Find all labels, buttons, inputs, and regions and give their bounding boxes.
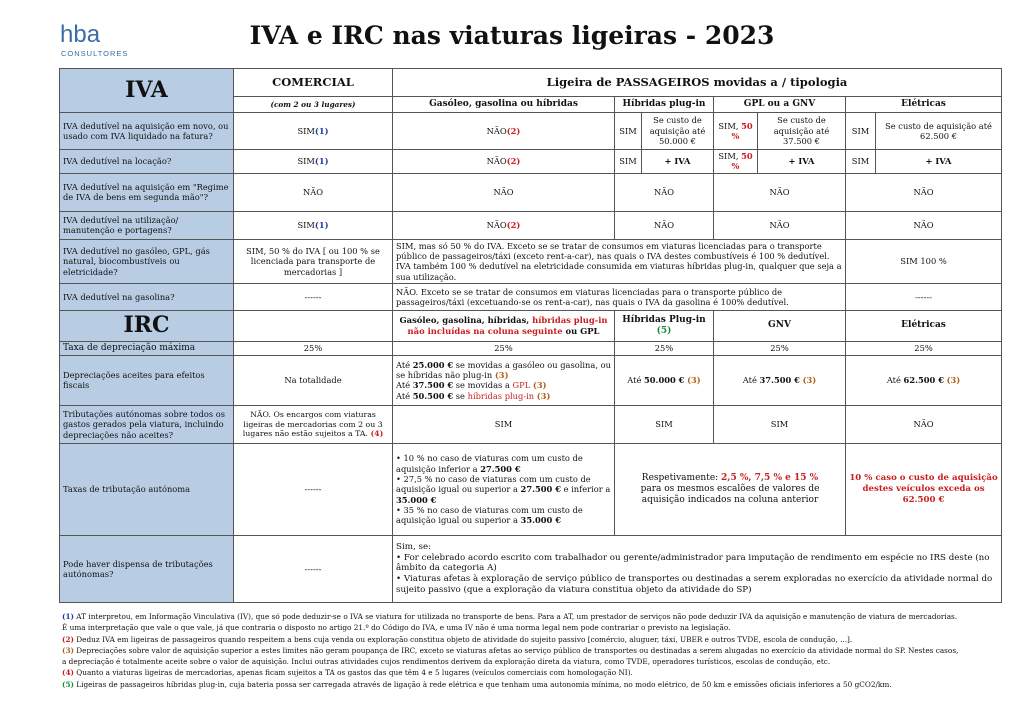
- cell-value: NÃO: [846, 405, 1002, 443]
- row-label: Taxas de tributação autónoma: [60, 443, 234, 535]
- cell-value: ------: [234, 443, 393, 535]
- cell-value: SIM, mas só 50 % do IVA. Exceto se se tratar de consumos em viaturas licenciadas para o transporte público de passageiros/táxi (exceto rent-a-car), nas quais o IVA destes combustíveis é 100 % dedutível. IVA também 100 % dedutível na eletricidade consumida em viaturas híbridas plug-in, qualquer que seja a sua utilização.: [393, 239, 846, 283]
- cell-value: + IVA: [758, 150, 846, 174]
- col-comercial: COMERCIAL: [234, 69, 393, 97]
- cell-value: SIM, 50 %: [714, 113, 758, 150]
- col-passageiros: Ligeira de PASSAGEIROS movidas a / tipologia: [393, 69, 1002, 97]
- empty-cell: [234, 311, 393, 342]
- row-label: Pode haver dispensa de tributações autónomas?: [60, 535, 234, 602]
- cell-value: NÃO: [615, 173, 714, 211]
- cell-value: SIM(1): [234, 211, 393, 239]
- svg-text:hba: hba: [60, 22, 100, 48]
- cell-value: NÃO: [846, 173, 1002, 211]
- col-eletricas: Elétricas: [846, 97, 1002, 113]
- footnote: (2) Deduz IVA em ligeiras de passageiros quando respeitem a bens cuja venda ou exploração constitua objeto de atividade do sujeito passivo [comércio, aluguer, táxi, UBER e outros TVDE, escola de condução, ...].: [62, 634, 853, 644]
- row-label: IVA dedutível na gasolina?: [60, 284, 234, 311]
- footnote: (4) Quanto a viaturas ligeiras de mercadorias, apenas ficam sujeitos a TA os gastos das que têm 4 e 5 lugares (veículos comerciais com homologação NI).: [62, 668, 633, 678]
- logo-subtitle: CONSULTORES: [61, 49, 129, 58]
- cell-value: NÃO: [846, 211, 1002, 239]
- footnote: (5) Ligeiras de passageiros híbridas plug-in, cuja bateria possa ser carregada através de ligação à rede elétrica e que tenham uma autonomia mínima, no modo elétrico, de 50 km e emissões oficiais inferiores a 50 gCO2/km.: [62, 679, 892, 689]
- comparison-table: [59, 68, 1002, 603]
- row-label: Taxa de depreciação máxima: [60, 341, 234, 355]
- row-label: IVA dedutível na aquisição em "Regime de IVA de bens em segunda mão"?: [60, 173, 234, 211]
- cell-value: 25%: [615, 341, 714, 355]
- cell-value: ------: [234, 535, 393, 602]
- cell-value: SIM: [615, 113, 642, 150]
- cell-value: NÃO. Os encargos com viaturas ligeiras de mercadorias com 2 ou 3 lugares não estão sujeitos a TA. (4): [234, 405, 393, 443]
- cell-value: NÃO. Exceto se se tratar de consumos em viaturas licenciadas para o transporte público de passageiros/táxi (excetuando-se os rent-a-car), nas quais o IVA da gasolina é 100% dedutível.: [393, 284, 846, 311]
- cell-value: Se custo de aquisição até 50.000 €: [642, 113, 714, 150]
- cell-value: SIM 100 %: [846, 239, 1002, 283]
- cell-value: 10 % caso o custo de aquisição destes veículos exceda os 62.500 €: [846, 443, 1002, 535]
- cell-value: Até 37.500 € (3): [714, 355, 846, 405]
- cell-value: Se custo de aquisição até 62.500 €: [876, 113, 1002, 150]
- cell-value: NÃO: [714, 211, 846, 239]
- irc-heading: IRC: [60, 311, 234, 342]
- cell-value: Até 25.000 € se movidas a gasóleo ou gasolina, ou se híbridas não plug-in (3) Até 37.500 € se movidas a GPL (3) Até 50.500 € se híbridas plug-in (3): [393, 355, 615, 405]
- cell-value: NÃO: [393, 173, 615, 211]
- row-label: Tributações autónomas sobre todos os gastos gerados pela viatura, incluindo depreciações não aceites?: [60, 405, 234, 443]
- cell-value: + IVA: [642, 150, 714, 174]
- cell-value: 25%: [393, 341, 615, 355]
- cell-value: ------: [234, 284, 393, 311]
- cell-value: NÃO(2): [393, 150, 615, 174]
- cell-value: NÃO: [714, 173, 846, 211]
- cell-value: Se custo de aquisição até 37.500 €: [758, 113, 846, 150]
- col-gpl: GPL ou a GNV: [714, 97, 846, 113]
- cell-value: NÃO(2): [393, 211, 615, 239]
- row-label: IVA dedutível na utilização/ manutenção e portagens?: [60, 211, 234, 239]
- cell-value: + IVA: [876, 150, 1002, 174]
- cell-value: NÃO: [234, 173, 393, 211]
- cell-value: SIM(1): [234, 113, 393, 150]
- row-label: Depreciações aceites para efeitos fiscais: [60, 355, 234, 405]
- col-gasoleo: Gasóleo, gasolina ou híbridas: [393, 97, 615, 113]
- cell-value: SIM: [846, 113, 876, 150]
- cell-value: 25%: [846, 341, 1002, 355]
- cell-value: Na totalidade: [234, 355, 393, 405]
- row-label: IVA dedutível na aquisição em novo, ou usado com IVA liquidado na fatura?: [60, 113, 234, 150]
- footnote: (3) Depreciações sobre valor de aquisição superior a estes limites não geram poupança de IRC, exceto se viaturas afetas ao serviço público de transportes ou destinadas a serem alugadas no exercício da atividade normal do SP. Nestes casos, a depreciação é totalmente aceite sobre o valor de aquisição. Inclui outras atividades cujos rendimentos derivem da exploração direta da viatura, como TVDE, operadores turísticos, escolas de condução, etc.: [62, 645, 959, 667]
- irc-col-eletricas: Elétricas: [846, 311, 1002, 342]
- cell-value: ------: [846, 284, 1002, 311]
- cell-value: SIM, 50 % do IVA [ ou 100 % se licenciada para transporte de mercadorias ]: [234, 239, 393, 283]
- row-label: IVA dedutível na locação?: [60, 150, 234, 174]
- cell-value: NÃO: [615, 211, 714, 239]
- col-hibridas: Híbridas plug-in: [615, 97, 714, 113]
- page-title: IVA e IRC nas viaturas ligeiras - 2023: [249, 21, 775, 50]
- cell-value: Até 62.500 € (3): [846, 355, 1002, 405]
- footnote: (1) AT interpretou, em Informação Vinculativa (IV), que só pode deduzir-se o IVA se viatura for utilizada no transporte de bens. Para a AT, um prestador de serviços não pode deduzir IVA da aquisição e manutenção de viatura de mercadorias. É uma interpretação que vale o que vale, já que contraria o disposto no artigo 21.º do Código do IVA, e uma IV não é uma norma legal nem pode contrariar o previsto na legislação.: [62, 612, 958, 633]
- row-label: IVA dedutível no gasóleo, GPL, gás natural, biocombustíveis ou eletricidade?: [60, 239, 234, 283]
- cell-value: NÃO(2): [393, 113, 615, 150]
- cell-value: SIM: [846, 150, 876, 174]
- cell-value: 25%: [234, 341, 393, 355]
- cell-value: SIM: [393, 405, 615, 443]
- irc-col-gasoleo: Gasóleo, gasolina, híbridas, híbridas plug-in não incluídas na coluna seguinte ou GPL: [393, 311, 615, 342]
- footnotes: [62, 611, 962, 690]
- cell-value: • 10 % no caso de viaturas com um custo de aquisição inferior a 27.500 € • 27,5 % no caso de viaturas com um custo de aquisição igual ou superior a 27.500 € e inferior a 35.000 € • 35 % no caso de viaturas com um custo de aquisição igual ou superior a 35.000 €: [393, 443, 615, 535]
- cell-value: Respetivamente: 2,5 %, 7,5 % e 15 % para os mesmos escalões de valores de aquisição indicados na coluna anterior: [615, 443, 846, 535]
- irc-col-gnv: GNV: [714, 311, 846, 342]
- cell-value: SIM: [615, 405, 714, 443]
- cell-value: Até 50.000 € (3): [615, 355, 714, 405]
- iva-heading: IVA: [60, 69, 234, 113]
- irc-col-hibridas: Híbridas Plug-in (5): [615, 311, 714, 342]
- cell-value: Sim, se: • For celebrado acordo escrito com trabalhador ou gerente/administrador para imputação de rendimento em espécie no IRS deste (no âmbito da categoria A) • Viaturas afetas à exploração de serviço público de transportes ou destinadas a serem exploradas no exercício da atividade normal do sujeito passivo (que a exploração da viatura constitua objeto da atividade do SP): [393, 535, 1002, 602]
- cell-value: SIM: [714, 405, 846, 443]
- cell-value: SIM(1): [234, 150, 393, 174]
- cell-value: 25%: [714, 341, 846, 355]
- cell-value: SIM: [615, 150, 642, 174]
- col-comercial-sub: (com 2 ou 3 lugares): [234, 97, 393, 113]
- cell-value: SIM, 50 %: [714, 150, 758, 174]
